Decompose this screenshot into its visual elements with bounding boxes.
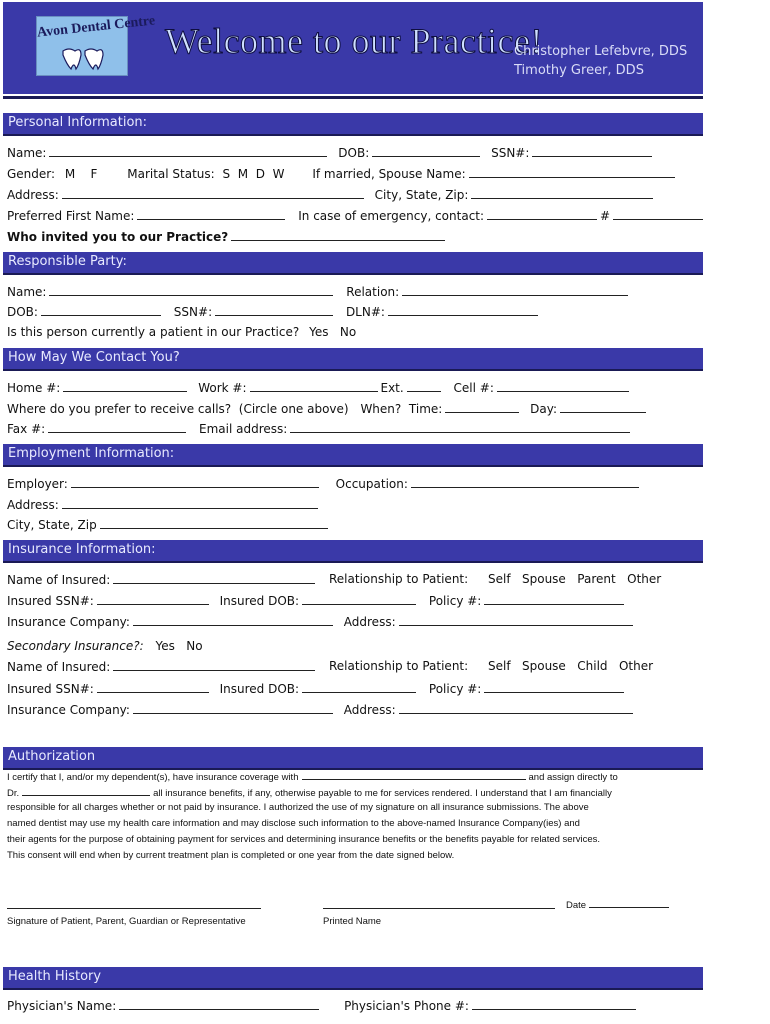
time-field[interactable] [445,401,519,413]
row-address [7,187,656,202]
practice-logo [36,13,156,76]
doctor-name-1: Christopher Lefebvre, DDS [514,44,688,59]
insured-dob-label: Insured DOB: [219,682,300,696]
section-title: Health History [8,969,102,984]
spouse-label: If married, Spouse Name: [312,167,466,181]
patient-yes-no[interactable]: Yes No [309,325,357,339]
insurance-company-field[interactable] [302,770,526,780]
ext-field[interactable] [407,380,441,392]
section-title: How May We Contact You? [8,350,180,365]
section-bar-insurance [3,540,703,563]
fax-label: Fax #: [7,422,46,436]
signature-field[interactable] [7,907,261,909]
header-rule [3,96,703,99]
company-field[interactable] [133,614,333,626]
signature-caption: Signature of Patient, Parent, Guardian or Representative [7,916,246,927]
company-label: Insurance Company: [7,703,130,717]
policy-field-2[interactable] [484,681,624,693]
section-title: Responsible Party: [8,254,127,269]
insured-dob-field-2[interactable] [302,681,416,693]
row-employer [7,476,642,491]
name-label: Name: [7,146,47,160]
home-label: Home #: [7,381,61,395]
work-label: Work #: [198,381,247,395]
date-row [566,898,672,911]
emp-city-label: City, State, Zip [7,518,97,532]
section-bar-personal [3,113,703,136]
welcome-title: Welcome to our Practice! [165,21,543,61]
relationship-options-2[interactable]: Self Spouse Child Other [488,659,654,673]
occupation-label: Occupation: [335,477,408,491]
row-phones [7,380,632,395]
emp-city-field[interactable] [100,517,328,529]
row-company-2 [7,702,636,717]
auth-text: I certify that I, and/or my dependent(s), have insurance coverage with [7,772,299,783]
marital-label: Marital Status: [127,167,215,181]
auth-line-5: their agents for the purpose of obtaining payment for services and determining insurance benefits or the benefits payable for related services. [7,834,601,845]
patient-question: Is this person currently a patient in our Practice? [7,325,300,339]
insured-ssn-field[interactable] [97,593,209,605]
physician-phone-label: Physician's Phone #: [344,999,469,1013]
preferred-field[interactable] [137,208,285,220]
insured-name-label: Name of Insured: [7,660,111,674]
resp-ssn-label: SSN#: [173,305,213,319]
row-insured-ssn-1 [7,593,627,608]
relationship-label: Relationship to Patient: [329,572,469,586]
row-company-1 [7,614,636,629]
row-name [7,145,655,160]
auth-line-4: named dentist may use my health care information and may disclose such information to the above-named Insurance Company(ies) and [7,818,580,829]
doctor-name-2: Timothy Greer, DDS [514,63,644,78]
row-resp-patient [7,325,356,339]
emergency-hash: # [600,209,611,223]
row-secondary [7,639,203,653]
marital-options[interactable]: S M D W [222,167,285,181]
section-bar-health [3,967,703,990]
dln-field[interactable] [388,304,538,316]
emp-address-field[interactable] [62,497,318,509]
row-relationship-1 [329,572,661,586]
dob-label: DOB: [338,146,370,160]
invited-field[interactable] [231,229,445,241]
ssn-label: SSN#: [491,146,530,160]
printed-name-caption: Printed Name [323,916,382,927]
employer-label: Employer: [7,477,68,491]
printed-name-field[interactable] [323,907,555,909]
relation-field[interactable] [402,284,628,296]
tooth-icon [59,47,105,71]
auth-text: and assign directly to [528,772,618,783]
email-field[interactable] [290,421,630,433]
resp-name-field[interactable] [49,284,333,296]
fax-field[interactable] [48,421,186,433]
row-fax [7,421,633,436]
section-title: Insurance Information: [8,542,156,557]
work-field[interactable] [250,380,378,392]
row-resp-name [7,284,631,299]
company-field-2[interactable] [133,702,333,714]
day-field[interactable] [560,401,646,413]
insured-name-label: Name of Insured: [7,573,111,587]
row-emp-address [7,497,321,512]
cell-field[interactable] [497,380,629,392]
company-address-field[interactable] [399,614,633,626]
when-label: When? Time: [360,402,443,416]
physician-name-field[interactable] [119,998,319,1010]
row-gender [7,166,678,181]
section-title: Authorization [8,749,96,764]
row-insured-1 [7,572,318,587]
insured-dob-label: Insured DOB: [219,594,300,608]
employer-field[interactable] [71,476,319,488]
policy-label: Policy #: [428,682,482,696]
day-label: Day: [530,402,558,416]
secondary-yes-no[interactable]: Yes No [155,639,203,653]
resp-dob-field[interactable] [41,304,161,316]
date-field[interactable] [589,898,669,908]
spouse-field[interactable] [469,166,675,178]
physician-name-label: Physician's Name: [7,999,117,1013]
row-physician [7,998,639,1013]
policy-label: Policy #: [428,594,482,608]
address-field[interactable] [62,187,364,199]
section-bar-contact [3,348,703,371]
company-label: Insurance Company: [7,615,130,629]
logo-text: Avon Dental Centre [36,13,156,41]
row-insured-2 [7,659,318,674]
section-title: Personal Information: [8,115,148,130]
cell-label: Cell #: [453,381,494,395]
resp-dob-label: DOB: [7,305,38,319]
invited-label: Who invited you to our Practice? [7,230,229,244]
company-address-label: Address: [343,703,396,717]
auth-text: all insurance benefits, if any, otherwise payable to me for services rendered. I understand that I am financially [153,788,612,799]
date-label: Date [566,900,587,911]
auth-line-2 [7,786,612,799]
section-title: Employment Information: [8,446,175,461]
gender-label: Gender: [7,167,56,181]
row-preferred [7,208,706,223]
secondary-label: Secondary Insurance?: [7,639,144,653]
ssn-field[interactable] [532,145,652,157]
emp-address-label: Address: [7,498,59,512]
home-field[interactable] [63,380,187,392]
insured-ssn-label: Insured SSN#: [7,682,94,696]
dentist-name-field[interactable] [22,786,150,796]
section-bar-responsible [3,252,703,275]
insured-dob-field[interactable] [302,593,416,605]
insured-ssn-field-2[interactable] [97,681,209,693]
relationship-label: Relationship to Patient: [329,659,469,673]
preferred-label: Preferred First Name: [7,209,135,223]
row-insured-ssn-2 [7,681,627,696]
occupation-field[interactable] [411,476,639,488]
address-label: Address: [7,188,59,202]
relation-label: Relation: [346,285,400,299]
city-label: City, State, Zip: [374,188,469,202]
section-bar-authorization [3,747,703,770]
emergency-field[interactable] [487,208,597,220]
row-relationship-2 [329,659,653,673]
resp-name-label: Name: [7,285,47,299]
gender-options[interactable]: M F [64,167,98,181]
emergency-phone-field[interactable] [613,208,703,220]
row-resp-dob [7,304,541,319]
auth-line-6: This consent will end when by current treatment plan is completed or one year from the date signed below. [7,850,455,861]
company-address-field-2[interactable] [399,702,633,714]
auth-line-1 [7,770,618,783]
email-label: Email address: [199,422,288,436]
name-field[interactable] [49,145,327,157]
section-bar-employment [3,444,703,467]
row-prefer [7,401,649,416]
relationship-options[interactable]: Self Spouse Parent Other [488,572,662,586]
row-emp-city [7,517,331,532]
dob-field[interactable] [372,145,480,157]
ext-label: Ext. [380,381,404,395]
company-address-label: Address: [343,615,396,629]
prefer-label: Where do you prefer to receive calls? (Circle one above) [7,402,349,416]
insured-name-field-2[interactable] [113,659,315,671]
insured-ssn-label: Insured SSN#: [7,594,94,608]
dln-label: DLN#: [345,305,385,319]
physician-phone-field[interactable] [472,998,636,1010]
row-invited [7,229,448,244]
resp-ssn-field[interactable] [215,304,333,316]
emergency-label: In case of emergency, contact: [298,209,485,223]
city-field[interactable] [471,187,653,199]
insured-name-field[interactable] [113,572,315,584]
auth-line-3: responsible for all charges whether or not paid by insurance. I authorized the use of my signature on all insurance submissions. The above [7,802,589,813]
auth-text: Dr. [7,788,20,799]
policy-field[interactable] [484,593,624,605]
